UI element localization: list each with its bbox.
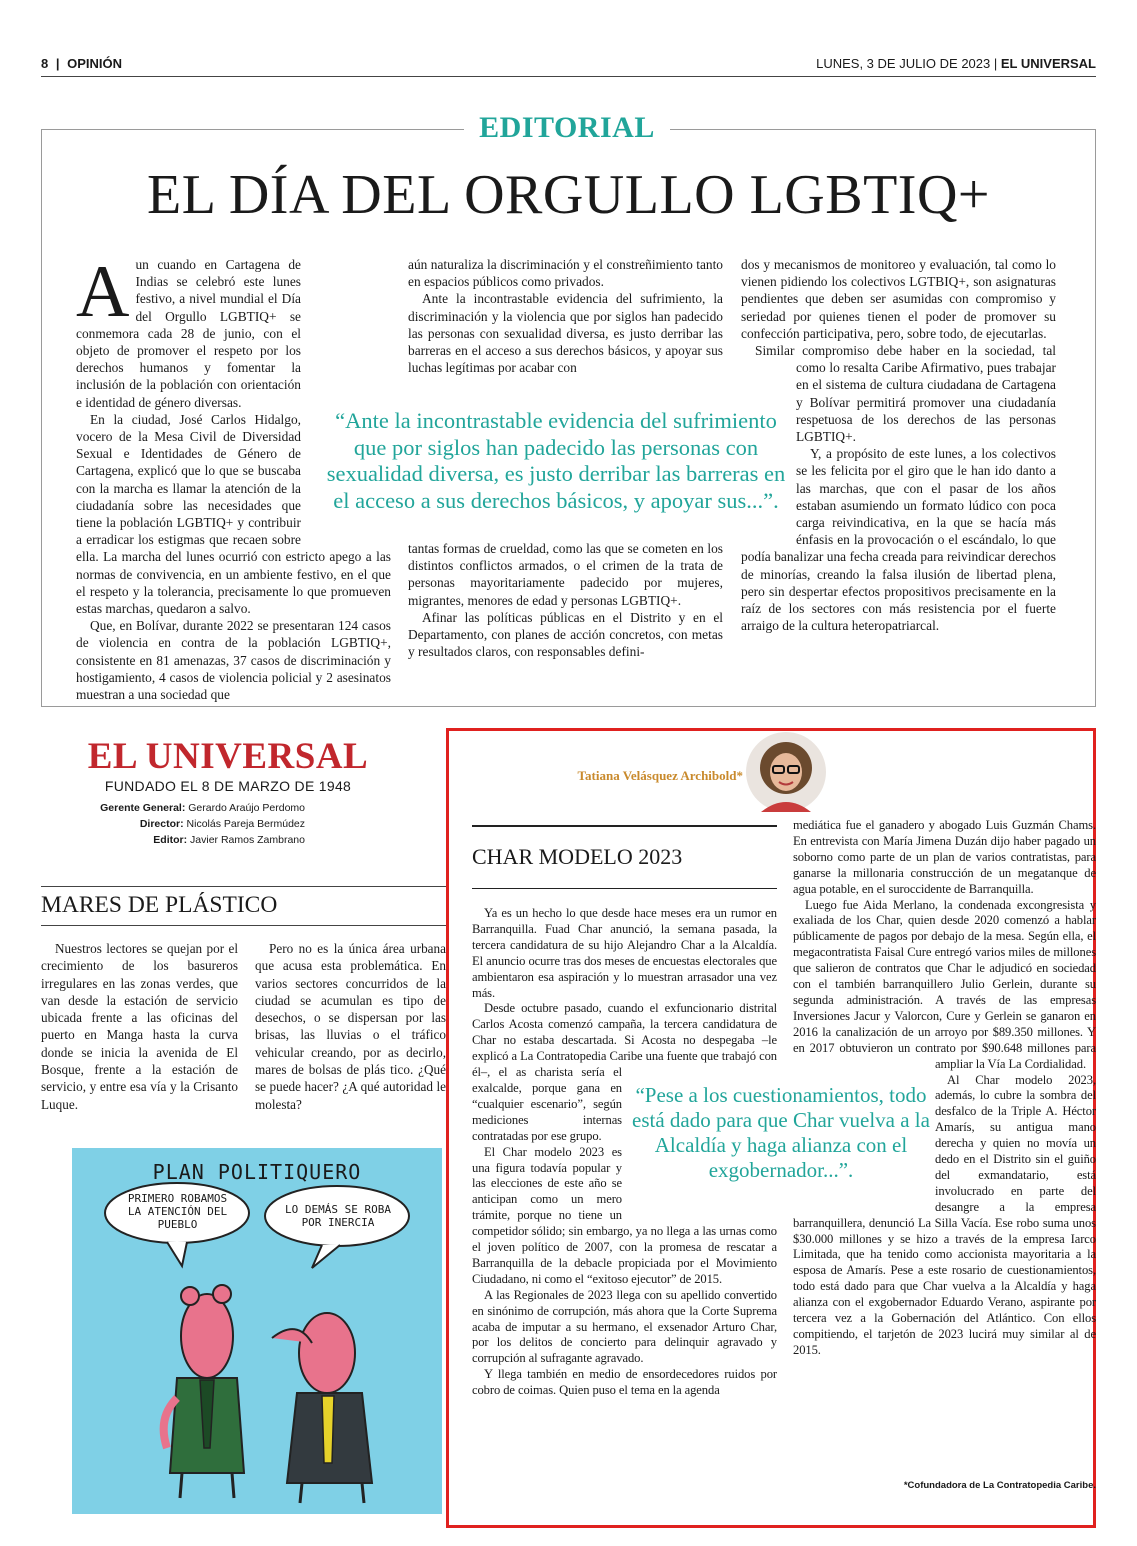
column-paragraph: Luego fue Aida Merlano, la condenada excongresista y exaliada de los Char, quien desde 2020 comenzó a hablar públicamente de pagos por debajo de la mesa. Según ella, el megacontratista Faisal Cure entregó varios miles de millones que salieron de contratos que Char le adjudicó en sociedad con el también barranquillero Julio Gerlein, durante su segunda administración. A través de las empresas Inversiones Jacur y Valorcon, Cure y Gerlein se ganaron en 2016 la canalización de un arroyo por $89.350 millones. Y en 2017 obtuvieron un contrato por $90.648 millones para ampliar la Vía La Cordialidad.	[793, 897, 1096, 1071]
speech-tail-left	[167, 1242, 187, 1266]
masthead-founded: FUNDADO EL 8 DE MARZO DE 1948	[104, 778, 352, 794]
author-photo	[746, 732, 826, 812]
column-paragraph: Al Char modelo 2023, además, lo cubre la sombra del desfalco de la Triple A. Héctor Amarís, su antigua mano derecha y quien no movía un dedo en el Distrito sin el guiño del exmandatario, está involucrado en parte del desangre a la empresa barranquillera, denunció La Silla Vacía. Ese robo suma unos $30.000 millones y se hizo a través de la empresa Iarco Limitada, que ha tenido como accionista mayoritaria a la esposa de Amarís. Pese a este rosario de cuestionamientos, todo está dado para que Char vuelva a la Alcaldía y haga alianza con el exgobernador Eduardo Verano, aspirante por tercera vez a la Gobernación del Atlántico. Con ellos compitiendo, el tarjetón de 2023 lucirá muy similar al de 2015.	[793, 1072, 1096, 1357]
section-name: OPINIÓN	[67, 56, 123, 71]
dropcap: A	[76, 251, 130, 333]
page-number: 8	[41, 56, 49, 71]
column-title: CHAR MODELO 2023	[472, 844, 683, 869]
editorial-title: EL DÍA DEL ORGULLO LGBTIQ+	[147, 164, 990, 226]
column-title-rule-2	[472, 888, 777, 889]
editorial-frame-top-left	[41, 129, 464, 130]
cartoon-title: PLAN POLITIQUERO	[152, 1160, 362, 1184]
column-footnote: *Cofundadora de La Contratopedia Caribe.	[903, 1480, 1096, 1491]
editorial-paragraph: En la ciudad, José Carlos Hidalgo, vocero de la Mesa Civil de Diversidad Sexual e Identidades de Género de Cartagena, explicó que lo que se buscaba con la marcha es llamar la atención de la ciudadanía sobre las necesidades que tiene la población LGBTIQ+ y contribuir a erradicar los estigmas que recaen sobre ella. La marcha del lunes ocurrió con estricto apego a las normas de convivencia, en un ambiente festivo, en el que el respeto y la tolerancia, precisamente lo que promueven estas marchas, quedaron a salvo.	[76, 411, 391, 617]
cartoon-bubble-1: PRIMERO ROBAMOS LA ATENCIÓN DEL PUEBLO	[127, 1192, 228, 1231]
editorial-paragraph: Ante la incontrastable evidencia del sufrimiento, la discriminación y la violencia que por siglos han padecido las personas con sexualidad diversa, es justo derribar las barreras en el acceso a sus derechos básicos, y apoyar sus luchas legítimas por acabar con	[408, 291, 723, 376]
editorial-paragraph: tantas formas de crueldad, como las que se cometen en los distintos conflictos armados, o el crimen de la trata de personas mayoritariamente padecido por mujeres, migrantes, menores de edad y personas LGBTIQ+.	[408, 541, 723, 608]
cartoon	[72, 1148, 442, 1514]
mares-rule-2	[41, 925, 446, 926]
editorial-paragraph: Similar compromiso debe haber en la sociedad, tal como lo resalta Caribe Afirmativo, pues trabajar en el sistema de cultura ciudadana de Cartagena y Bolívar permitirá promover una ciudadanía respetuosa de los derechos de las personas LGBTIQ+.	[755, 343, 1056, 445]
mares-title: MARES DE PLÁSTICO	[41, 892, 278, 918]
mares-paragraph: Pero no es la única área urbana que acusa esta problemática. En varios sectores concurridos de la ciudad se acumulan es tipo de desechos, o se dispersan por las brisas, las lluvias o el tráfico vehicular creando, por as decirlo, mares de bolsas de plás tico. ¿Qué se puede hacer? ¿A qué autoridad le molesta?	[255, 941, 446, 1112]
masthead-name: EL UNIVERSAL	[87, 736, 369, 777]
editorial-label: EDITORIAL	[479, 111, 655, 144]
director: Nicolás Pareja Bermúdez	[186, 818, 305, 830]
column-paragraph: Ya es un hecho lo que desde hace meses era un rumor en Barranquilla. Fuad Char anunció, la semana pasada, la tercera candidatura de su hijo Alejandro Char a la Alcaldía. El anuncio ocurre tras dos meses de encuestas electorales que ambientaron esa aspiración y lo muestran arrasador una vez más.	[472, 906, 777, 1000]
speech-tail-right	[312, 1245, 340, 1268]
editorial-paragraph: dos y mecanismos de monitoreo y evaluación, tal como lo vienen pidiendo los colectivos LGTBIQ+, son asignaturas pendientes que deben ser asumidas con compromiso y seriedad por quienes tienen el poder de promover su confección participativa, pero, sobre todo, de ejecutarlas.	[741, 257, 1056, 341]
editorial-paragraph: Y, a propósito de este lunes, a los colectivos se les felicita por el giro que le han ido danto a las marchas, que con el pasar de los años estaban asumiendo un formato lúdico con poca carga reivindicativa, en la que se hacía más énfasis en la provocación o el escándalo, lo que podía banalizar una fecha creada para reivindicar derechos de minorías, creando la falsa ilusión de libertad plena, pero sin despertar efectos propositivos precisamente en la raíz de los sectores con más resistencia por el fuerte arraigo de la cultura heteropatriarcal.	[741, 446, 1056, 634]
column-paragraph: Desde octubre pasado, cuando el exfuncionario distrital Carlos Acosta comenzó campaña, la tercera candidatura de Char no estaba descartada. Si Acosta no despegaba –le explicó a La Contratopedia Caribe una fuente que trabajó con él–, el as charista sería el exalcalde, porque gana en “cualquier escenario”, según mediciones internas contratadas por ese grupo.	[472, 1001, 777, 1143]
column-paragraph: A las Regionales de 2023 llega con su apellido convertido en sinónimo de corrupción, más ahora que la Corte Suprema acaba de imputar a su hermano, el exsenador Arturo Char, por los delitos de concierto para delinquir agravado y corrupción al sufragante agravado.	[472, 1287, 777, 1366]
editorial-pull-quote: “Ante la incontrastable evidencia del sufrimiento que por siglos han padecido las personas con sexualidad diversa, es justo derribar las barreras en el acceso a sus derechos básicos, y apoyar sus...”.	[326, 408, 786, 513]
mares-paragraph: Nuestros lectores se quejan por el crecimiento de los basureros irregulares en las zonas verdes, que van desde la estación de servicio ubicada frente a las oficinas del puerto en Manga hasta la curva donde se inicia la avenida de El Bosque, frente a la estación de servicio, y entre esa vía y la Crisanto Luque.	[41, 941, 238, 1112]
rat-left-icon	[164, 1285, 244, 1498]
mares-column-2	[255, 940, 446, 1113]
header-date: LUNES, 3 DE JULIO DE 2023	[816, 56, 991, 71]
editorial-column-2b	[408, 540, 723, 660]
header-date-block: LUNES, 3 DE JULIO DE 2023 | EL UNIVERSAL	[816, 56, 1096, 71]
rat-right-icon	[272, 1313, 372, 1503]
general-manager: Gerardo Araújo Perdomo	[188, 802, 305, 814]
mares-column-1	[41, 940, 238, 1113]
column-title-rule	[472, 825, 777, 827]
masthead-staff: Gerente General: Gerardo Araújo Perdomo Director: Nicolás Pareja Bermúdez Editor: Javier Ramos Zambrano	[100, 802, 305, 846]
mares-rule	[41, 886, 446, 887]
header-rule	[41, 76, 1096, 77]
column-paragraph: El Char modelo 2023 es una figura todavía popular y las elecciones de este año se anticipan como un mero trámite, porque no tiene un competidor sólido; sin embargo, ya no llega a las urnas como el joven político de 2007, con la promesa de rescatar a Barranquilla de la debacle propiciada por el Movimiento Ciudadano, ni como el “exitoso ejecutor” de 2015.	[472, 1144, 777, 1286]
editorial-paragraph: Afinar las políticas públicas en el Distrito y en el Departamento, con planes de acción concretos, con metas y resultados claros, con responsables defini-	[408, 609, 723, 660]
column-author: Tatiana Velásquez Archibold*	[577, 768, 743, 783]
page-header: 8 | OPINIÓN LUNES, 3 DE JULIO DE 2023 | EL UNIVERSAL	[41, 56, 1096, 71]
editorial-paragraph: Que, en Bolívar, durante 2022 se presentaran 124 casos de violencia en contra de la población LGBTIQ+, consistente en 81 amenazas, 37 casos de discriminación y hostigamiento, 4 casos de violencia policial y 2 asesinatos muestran a una sociedad que	[76, 618, 391, 703]
header-paper: EL UNIVERSAL	[1000, 56, 1096, 71]
column-paragraph: Y llega también en medio de ensordecedores ruidos por cobro de coimas. Quien puso el tema en la agenda	[472, 1367, 777, 1398]
column-text-1	[472, 906, 777, 1461]
editorial-frame-top-right	[670, 129, 1096, 130]
cartoon-bubble-2: LO DEMÁS SE ROBA POR INERCIA	[285, 1203, 391, 1229]
editor: Javier Ramos Zambrano	[190, 834, 305, 846]
editorial-column-2	[408, 256, 723, 376]
column-pull-quote: “Pese a los cuestionamientos, todo está dado para que Char vuelva a la Alcaldía y haga alianza con el exgobernador...”.	[632, 1083, 930, 1182]
column-paragraph: mediática fue el ganadero y abogado Luis Guzmán Chams. En entrevista con María Jimena Duzán dijo haber pagado un soborno como parte de un plan de varios contratistas, para ganarse la millonaria construcción de un megatanque de agua potable, en el suroccidente de Barranquilla.	[793, 818, 1096, 896]
author-avatar-icon	[746, 732, 826, 812]
editorial-paragraph: aún naturaliza la discriminación y el constreñimiento tanto en espacios públicos como privados.	[408, 257, 723, 290]
editorial-paragraph: un cuando en Cartagena de Indias se celebró este lunes festivo, a nivel mundial el Día del Orgullo LGBTIQ+ se conmemora cada 28 de junio, con el objeto de promover el respeto por los derechos humanos y fomentar la inclusión de la población con orientación e identidad de género diversas.	[76, 257, 301, 410]
